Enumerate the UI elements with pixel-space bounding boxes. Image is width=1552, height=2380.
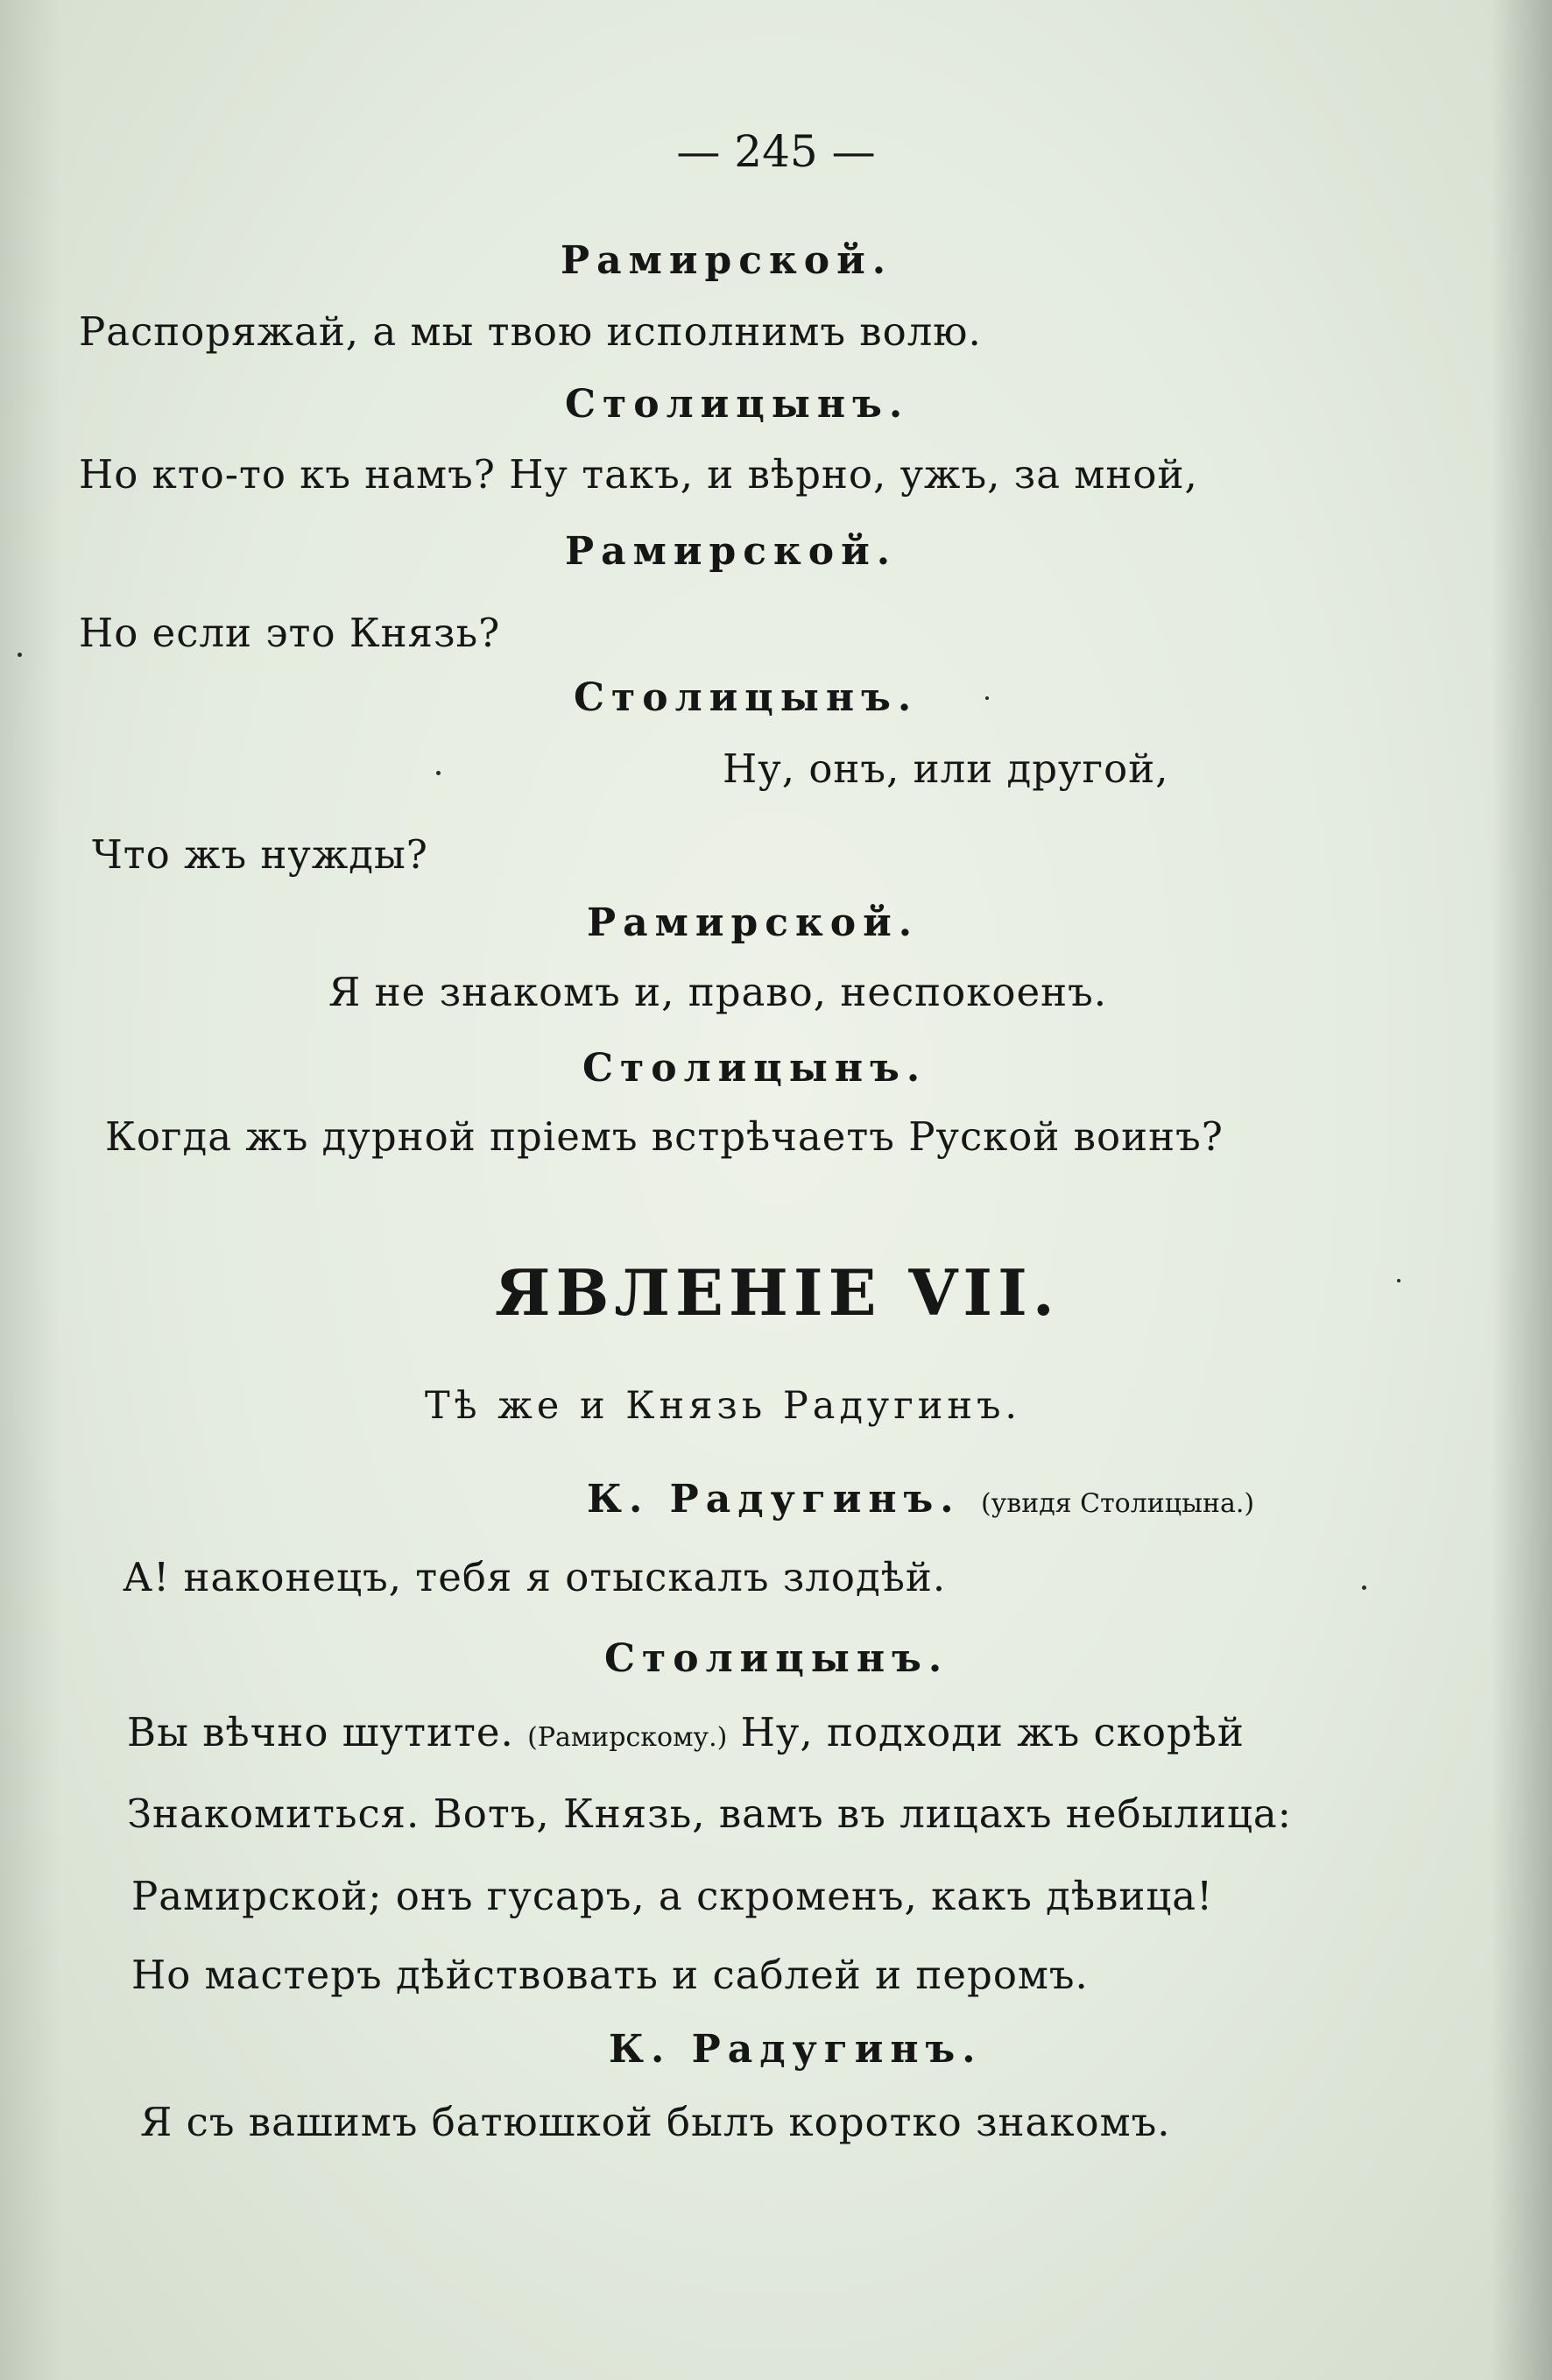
page-left-shadow: [0, 0, 61, 2380]
ink-speck: [985, 696, 989, 700]
speaker-name: Столицынъ.: [582, 1046, 928, 1091]
ink-speck: [436, 771, 441, 775]
ink-speck: [1397, 1279, 1400, 1282]
verse-line: Что жъ нужды?: [92, 831, 428, 878]
verse-line: [127, 1709, 1245, 1755]
speaker-label: К. Радугинъ.: [587, 1477, 961, 1522]
speaker-name: Столицынъ.: [565, 382, 910, 427]
speaker-name: К. Радугинъ.: [609, 2027, 983, 2072]
verse-text: Вы вѣчно шутите.: [127, 1709, 514, 1755]
speaker-name: [587, 1477, 1255, 1522]
ink-speck: [1362, 1585, 1366, 1590]
verse-line: Распоряжай, а мы твою исполнимъ волю.: [79, 308, 982, 355]
verse-continuation: Ну, подходи жъ скорѣй: [740, 1709, 1245, 1755]
verse-line: Рамирской; онъ гусаръ, а скроменъ, какъ дѣвица!: [131, 1873, 1214, 1919]
stage-direction: (Рамирскому.): [527, 1722, 728, 1753]
speaker-name: Столицынъ.: [604, 1636, 949, 1681]
verse-line: Но если это Князь?: [79, 610, 501, 656]
page-number: — 245 —: [676, 126, 876, 177]
scene-heading: ЯВЛЕНІЕ VII.: [495, 1255, 1060, 1330]
verse-line: А! наконецъ, тебя я отыскалъ злодѣй.: [123, 1554, 947, 1600]
verse-line: Но кто-то къ намъ? Ну такъ, и вѣрно, ужъ, за мной,: [79, 451, 1198, 498]
verse-line: Знакомиться. Вотъ, Князь, вамъ въ лицахъ небылица:: [127, 1790, 1292, 1837]
speaker-name: Столицынъ.: [574, 675, 919, 720]
verse-line: Когда жъ дурной пріемъ встрѣчаетъ Руской воинъ?: [105, 1113, 1224, 1160]
scene-cast: Тѣ же и Князь Радугинъ.: [425, 1384, 1022, 1428]
speaker-name: Рамирской.: [565, 529, 898, 574]
verse-line: Ну, онъ, или другой,: [723, 745, 1169, 792]
verse-line: Я не знакомъ и, право, неспокоенъ.: [328, 969, 1108, 1015]
ink-speck: [18, 653, 22, 657]
verse-line: Я съ вашимъ батюшкой былъ коротко знакомъ.: [140, 2099, 1171, 2145]
speaker-name: Рамирской.: [561, 238, 893, 283]
page-right-shadow: [1491, 0, 1552, 2380]
speaker-name: Рамирской.: [587, 900, 920, 945]
verse-line: Но мастеръ дѣйствовать и саблей и перомъ.: [131, 1952, 1089, 1998]
stage-direction: (увидя Столицына.): [980, 1488, 1255, 1519]
